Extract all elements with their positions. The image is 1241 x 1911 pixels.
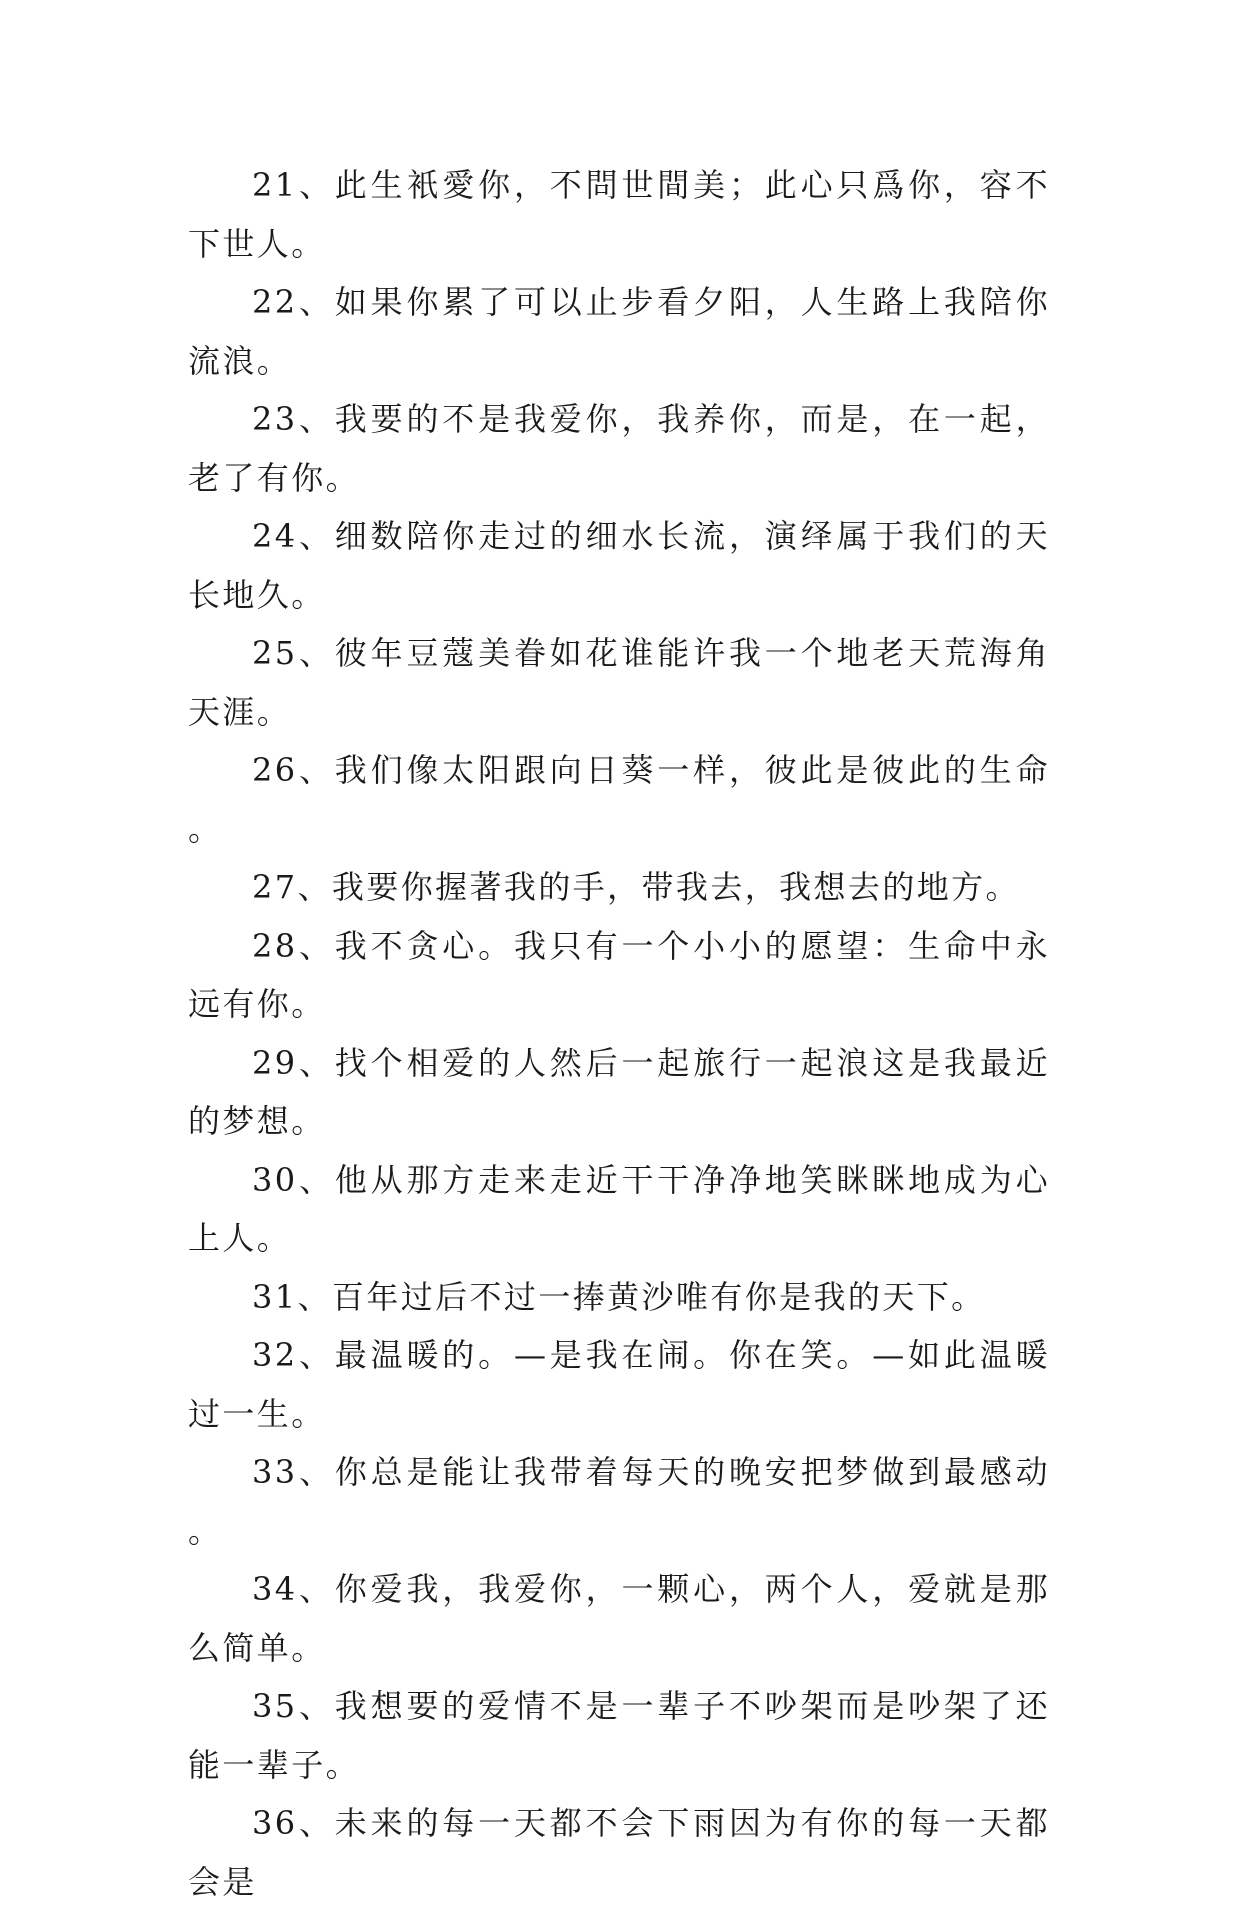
paragraph-32: 32、最温暖的。—是我在闹。你在笑。—如此温暖过一生。 [188, 1336, 1050, 1433]
paragraph-26: 26、我们像太阳跟向日葵一样，彼此是彼此的生命。 [188, 751, 1050, 848]
paragraph-21: 21、此生衹愛你，不問世間美；此心只爲你，容不下世人。 [188, 166, 1050, 263]
paragraph-25: 25、彼年豆蔻美眷如花谁能许我一个地老天荒海角天涯。 [188, 634, 1050, 731]
paragraph-22: 22、如果你累了可以止步看夕阳，人生路上我陪你流浪。 [188, 283, 1050, 380]
paragraph-23: 23、我要的不是我爱你，我养你，而是，在一起，老了有你。 [188, 400, 1050, 497]
document-body [188, 156, 1050, 1911]
paragraph-36: 36、未来的每一天都不会下雨因为有你的每一天都会是 [188, 1804, 1050, 1901]
paragraph-24: 24、细数陪你走过的细水长流，演绎属于我们的天长地久。 [188, 517, 1050, 614]
paragraph-29: 29、找个相爱的人然后一起旅行一起浪这是我最近的梦想。 [188, 1043, 1050, 1140]
paragraph-33: 33、你总是能让我带着每天的晚安把梦做到最感动。 [188, 1453, 1050, 1550]
paragraph-30: 30、他从那方走来走近干干净净地笑眯眯地成为心上人。 [188, 1160, 1050, 1257]
paragraph-28: 28、我不贪心。我只有一个小小的愿望：生命中永远有你。 [188, 926, 1050, 1023]
paragraph-34: 34、你爱我，我爱你，一颗心，两个人，爱就是那么简单。 [188, 1570, 1050, 1667]
paragraph-27: 27、我要你握著我的手，带我去，我想去的地方。 [252, 868, 1020, 906]
paragraph-31: 31、百年过后不过一捧黄沙唯有你是我的天下。 [252, 1277, 986, 1316]
paragraph-35: 35、我想要的爱情不是一辈子不吵架而是吵架了还能一辈子。 [188, 1687, 1050, 1784]
